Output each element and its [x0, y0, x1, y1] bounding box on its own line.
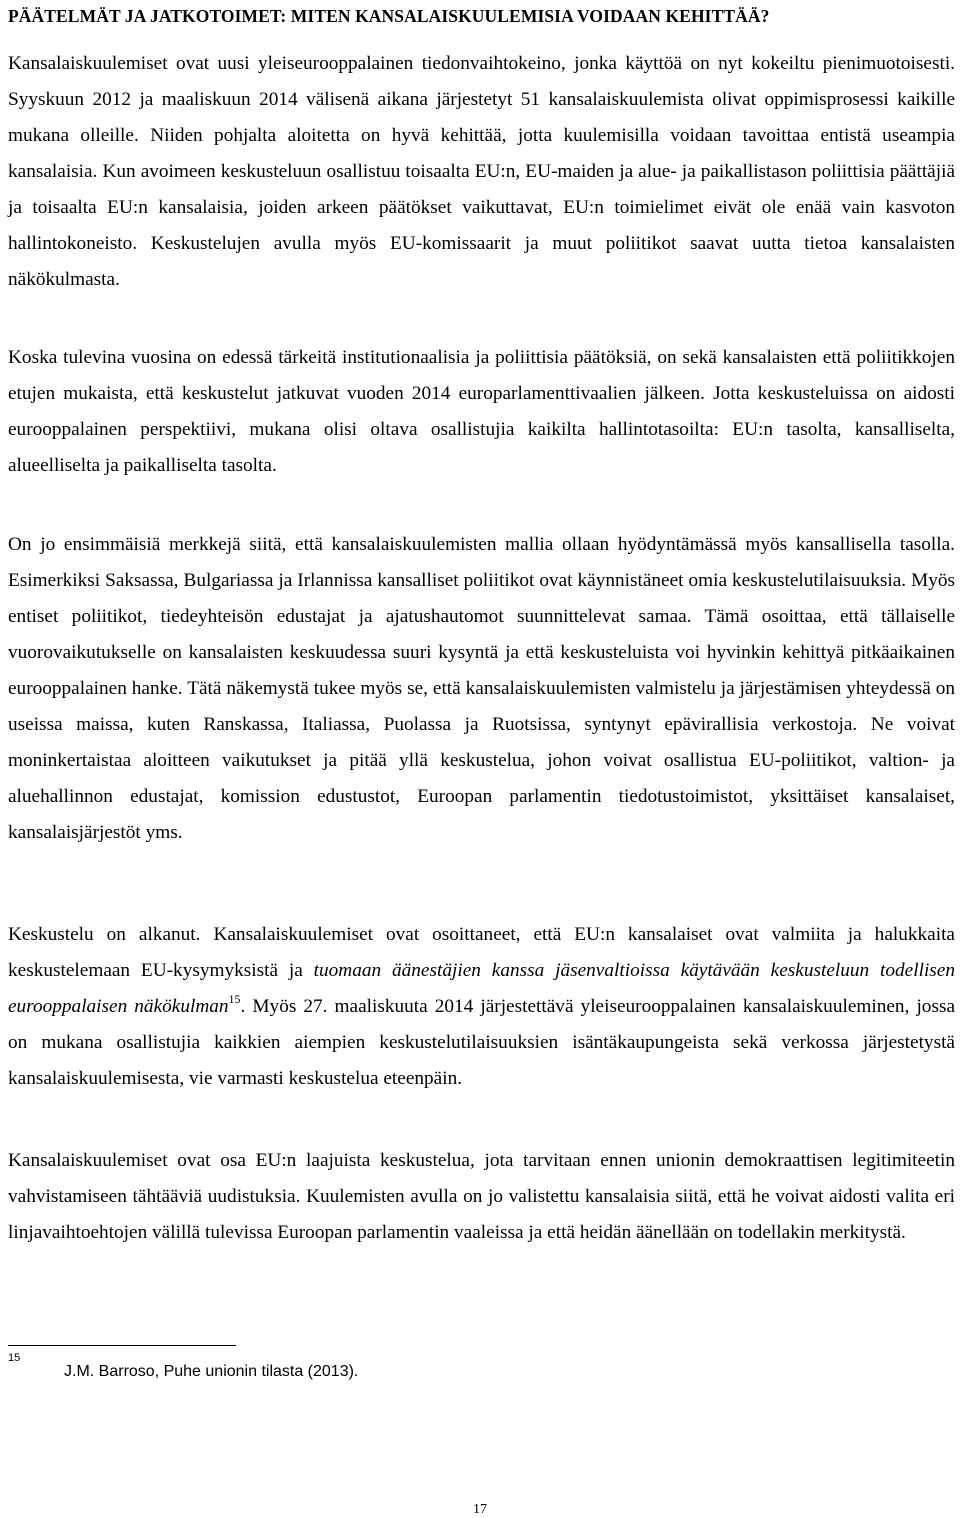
section-heading: PÄÄTELMÄT JA JATKOTOIMET: MITEN KANSALAISKUULEMISIA VOIDAAN KEHITTÄÄ? [8, 6, 770, 26]
paragraph-text: . Myös 27. maaliskuuta 2014 järjestettävä yleiseurooppalainen kansalaiskuuleminen, jossa on mukana osallistujia kaikkien aiempien keskustelutilaisuuksien isäntäkaupungeista sekä verkossa järjestetystä kansalaiskuulemisesta, vie varmasti keskustelua eteenpäin. [8, 996, 956, 1089]
paragraph-text: Keskustelu on alkanut. Kansalaiskuulemiset ovat osoittaneet, että EU:n kansalaiset ovat valmiita ja halukkaita keskustelemaan EU-kysymyksistä ja [8, 924, 955, 981]
paragraph: Kansalaiskuulemiset ovat uusi yleiseurooppalainen tiedonvaihtokeino, jonka käyttöä on nyt kokeiltu pienimuotoisesti. Syyskuun 2012 ja maaliskuun 2014 välisenä aikana järjestetyt 51 kansalaiskuulemista olivat oppimisprosessi kaikille mukana olleille. Niiden pohjalta aloitetta on hyvä kehittää, jotta kuulemisilla voidaan tavoittaa entistä useampia kansalaisia. Kun avoimeen keskusteluun osallistuu toisaalta EU:n, EU-maiden ja alue- ja paikallistason poliittisia päättäjiä ja toisaalta EU:n kansalaisia, joiden arkeen päätökset vaikuttavat, EU:n toimielimet eivät ole enää vain kasvoton hallintokoneisto. Keskustelujen avulla myös EU-komissaarit ja muut poliitikot saavat uutta tietoa kansalaisten näkökulmasta. [8, 53, 955, 290]
paragraph [8, 917, 955, 1097]
page-number: 17 [473, 1502, 487, 1517]
italic-quote: tuomaan äänestäjien kanssa jäsenvaltioissa käytävään keskusteluun todellisen eurooppalaisen näkökulman [8, 960, 955, 1017]
paragraph: Kansalaiskuulemiset ovat osa EU:n laajuista keskustelua, jota tarvitaan ennen unionin demokraattisen legitimiteetin vahvistamiseen tähtääviä uudistuksia. Kuulemisten avulla on jo valistettu kansalaisia siitä, että he voivat aidosti valita eri linjavaihtoehtojen välillä tulevissa Euroopan parlamentin vaaleissa ja että heidän äänellään on todellakin merkitystä. [8, 1150, 955, 1243]
footnote-text: J.M. Barroso, Puhe unionin tilasta (2013). [64, 1363, 359, 1380]
footnote-divider [8, 1345, 236, 1346]
paragraph: On jo ensimmäisiä merkkejä siitä, että kansalaiskuulemisten mallia ollaan hyödyntämässä myös kansallisella tasolla. Esimerkiksi Saksassa, Bulgariassa ja Irlannissa kansalliset poliitikot ovat käynnistäneet omia keskustelutilaisuuksia. Myös entiset poliitikot, tiedeyhteisön edustajat ja ajatushautomot suunnittelevat samaa. Tämä osoittaa, että tällaiselle vuorovaikutukselle on kansalaisten keskuudessa suuri kysyntä ja että keskusteluista voi hyvinkin kehittyä pitkäaikainen eurooppalainen hanke. Tätä näkemystä tukee myös se, että kansalaiskuulemisten valmistelu ja järjestämisen yhteydessä on useissa maissa, kuten Ranskassa, Italiassa, Puolassa ja Ruotsissa, syntynyt epävirallisia verkostoja. Ne voivat moninkertaistaa aloitteen vaikutukset ja pitää yllä keskustelua, johon voivat osallistua EU-poliitikot, valtion- ja aluehallinnon edustajat, komission edustustot, Euroopan parlamentin tiedotustoimistot, yksittäiset kansalaiset, kansalaisjärjestöt yms. [8, 534, 955, 843]
paragraph: Koska tulevina vuosina on edessä tärkeitä institutionaalisia ja poliittisia päätöksiä, on sekä kansalaisten että poliitikkojen etujen mukaista, että keskustelut jatkuvat vuoden 2014 europarlamenttivaalien jälkeen. Jotta keskusteluissa on aidosti eurooppalainen perspektiivi, mukana olisi oltava osallistujia kaikilta hallintotasoilta: EU:n tasolta, kansalliselta, alueelliselta ja paikalliselta tasolta. [8, 347, 955, 476]
footnote-reference: 15 [228, 992, 241, 1006]
footnote-number: 15 [8, 1352, 21, 1364]
